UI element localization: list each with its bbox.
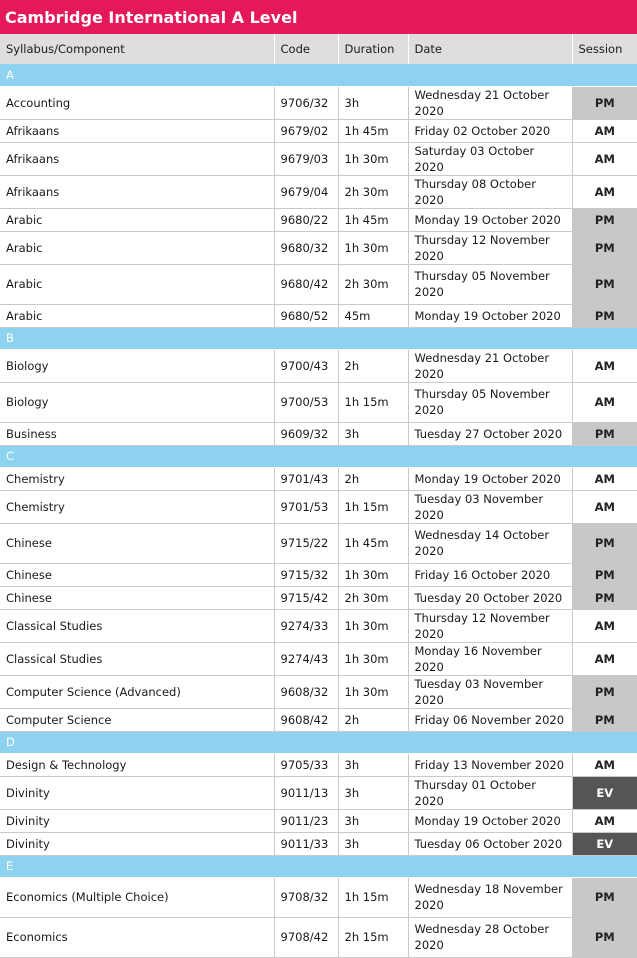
timetable [0,34,637,958]
date-cell: Wednesday 21 October 2020 [408,349,572,382]
code-cell: 9700/43 [274,349,338,382]
page-title: Cambridge International A Level [0,0,637,34]
code-cell: 9706/32 [274,86,338,119]
date-cell: Wednesday 14 October 2020 [408,523,572,563]
section-letter: A [0,64,637,86]
duration-cell: 1h 30m [338,563,408,586]
date-cell: Thursday 12 November 2020 [408,609,572,642]
date-cell: Monday 19 October 2020 [408,809,572,832]
session-cell: AM [572,142,637,175]
section-letter: B [0,327,637,349]
table-row [0,832,637,855]
table-row [0,142,637,175]
date-cell: Thursday 12 November 2020 [408,231,572,264]
date-cell: Thursday 08 October 2020 [408,175,572,208]
syllabus-cell: Divinity [0,832,274,855]
table-row [0,523,637,563]
code-cell: 9680/42 [274,264,338,304]
date-cell: Saturday 03 October 2020 [408,142,572,175]
header-duration: Duration [338,34,408,64]
session-cell: PM [572,708,637,731]
table-row [0,208,637,231]
date-cell: Thursday 05 November 2020 [408,264,572,304]
code-cell: 9680/22 [274,208,338,231]
duration-cell: 3h [338,753,408,776]
code-cell: 9715/22 [274,523,338,563]
code-cell: 9708/32 [274,877,338,917]
duration-cell: 1h 30m [338,142,408,175]
syllabus-cell: Arabic [0,264,274,304]
code-cell: 9679/03 [274,142,338,175]
code-cell: 9011/13 [274,776,338,809]
date-cell: Monday 19 October 2020 [408,304,572,327]
code-cell: 9708/42 [274,917,338,957]
table-row [0,86,637,119]
date-cell: Thursday 01 October 2020 [408,776,572,809]
table-row [0,642,637,675]
syllabus-cell: Biology [0,349,274,382]
duration-cell: 2h 30m [338,586,408,609]
duration-cell: 1h 30m [338,609,408,642]
table-row [0,264,637,304]
session-cell: AM [572,609,637,642]
duration-cell: 3h [338,422,408,445]
table-row [0,776,637,809]
syllabus-cell: Accounting [0,86,274,119]
table-row [0,304,637,327]
code-cell: 9679/02 [274,119,338,142]
code-cell: 9680/52 [274,304,338,327]
syllabus-cell: Arabic [0,304,274,327]
date-cell: Friday 02 October 2020 [408,119,572,142]
duration-cell: 3h [338,86,408,119]
duration-cell: 1h 15m [338,877,408,917]
session-cell: PM [572,877,637,917]
table-row [0,422,637,445]
syllabus-cell: Arabic [0,231,274,264]
header-syllabus: Syllabus/Component [0,34,274,64]
section-row [0,731,637,753]
date-cell: Wednesday 18 November 2020 [408,877,572,917]
syllabus-cell: Classical Studies [0,642,274,675]
table-row [0,675,637,708]
duration-cell: 2h 30m [338,264,408,304]
table-row [0,708,637,731]
table-row [0,809,637,832]
session-cell: PM [572,208,637,231]
table-row [0,490,637,523]
syllabus-cell: Chemistry [0,467,274,490]
duration-cell: 3h [338,809,408,832]
table-row [0,467,637,490]
session-cell: AM [572,467,637,490]
syllabus-cell: Chinese [0,586,274,609]
table-row [0,586,637,609]
code-cell: 9715/32 [274,563,338,586]
session-cell: AM [572,753,637,776]
duration-cell: 1h 45m [338,119,408,142]
date-cell: Tuesday 06 October 2020 [408,832,572,855]
table-row [0,231,637,264]
section-letter: E [0,855,637,877]
header-session: Session [572,34,637,64]
session-cell: PM [572,563,637,586]
session-cell: PM [572,231,637,264]
duration-cell: 1h 15m [338,382,408,422]
code-cell: 9679/04 [274,175,338,208]
duration-cell: 1h 30m [338,675,408,708]
code-cell: 9274/33 [274,609,338,642]
date-cell: Tuesday 20 October 2020 [408,586,572,609]
date-cell: Thursday 05 November 2020 [408,382,572,422]
table-row [0,877,637,917]
session-cell: AM [572,642,637,675]
syllabus-cell: Business [0,422,274,445]
syllabus-cell: Design & Technology [0,753,274,776]
syllabus-cell: Divinity [0,809,274,832]
syllabus-cell: Divinity [0,776,274,809]
duration-cell: 2h [338,467,408,490]
table-row [0,753,637,776]
syllabus-cell: Economics (Multiple Choice) [0,877,274,917]
session-cell: PM [572,86,637,119]
session-cell: AM [572,382,637,422]
section-row [0,855,637,877]
code-cell: 9011/33 [274,832,338,855]
session-cell: PM [572,917,637,957]
duration-cell: 2h [338,708,408,731]
duration-cell: 1h 15m [338,490,408,523]
syllabus-cell: Economics [0,917,274,957]
session-cell: AM [572,349,637,382]
code-cell: 9700/53 [274,382,338,422]
syllabus-cell: Chinese [0,563,274,586]
session-cell: AM [572,119,637,142]
date-cell: Wednesday 21 October 2020 [408,86,572,119]
date-cell: Monday 19 October 2020 [408,208,572,231]
header-row [0,34,637,64]
date-cell: Tuesday 03 November 2020 [408,675,572,708]
syllabus-cell: Chemistry [0,490,274,523]
code-cell: 9701/53 [274,490,338,523]
duration-cell: 1h 45m [338,208,408,231]
syllabus-cell: Afrikaans [0,142,274,175]
duration-cell: 1h 45m [338,523,408,563]
date-cell: Monday 19 October 2020 [408,467,572,490]
code-cell: 9274/43 [274,642,338,675]
syllabus-cell: Arabic [0,208,274,231]
code-cell: 9608/42 [274,708,338,731]
date-cell: Wednesday 28 October 2020 [408,917,572,957]
date-cell: Tuesday 27 October 2020 [408,422,572,445]
timetable-body [0,64,637,957]
session-cell: EV [572,776,637,809]
duration-cell: 2h [338,349,408,382]
table-row [0,917,637,957]
code-cell: 9701/43 [274,467,338,490]
session-cell: PM [572,304,637,327]
date-cell: Friday 16 October 2020 [408,563,572,586]
date-cell: Friday 13 November 2020 [408,753,572,776]
code-cell: 9011/23 [274,809,338,832]
code-cell: 9608/32 [274,675,338,708]
syllabus-cell: Chinese [0,523,274,563]
section-letter: C [0,445,637,467]
table-row [0,119,637,142]
table-row [0,382,637,422]
session-cell: EV [572,832,637,855]
duration-cell: 45m [338,304,408,327]
section-row [0,327,637,349]
date-cell: Tuesday 03 November 2020 [408,490,572,523]
syllabus-cell: Computer Science [0,708,274,731]
session-cell: AM [572,175,637,208]
header-date: Date [408,34,572,64]
section-row [0,445,637,467]
table-row [0,563,637,586]
session-cell: AM [572,809,637,832]
code-cell: 9715/42 [274,586,338,609]
syllabus-cell: Computer Science (Advanced) [0,675,274,708]
section-row [0,64,637,86]
session-cell: PM [572,586,637,609]
syllabus-cell: Classical Studies [0,609,274,642]
duration-cell: 2h 30m [338,175,408,208]
syllabus-cell: Afrikaans [0,175,274,208]
session-cell: PM [572,264,637,304]
duration-cell: 1h 30m [338,231,408,264]
duration-cell: 3h [338,776,408,809]
header-code: Code [274,34,338,64]
duration-cell: 2h 15m [338,917,408,957]
syllabus-cell: Biology [0,382,274,422]
date-cell: Friday 06 November 2020 [408,708,572,731]
session-cell: PM [572,523,637,563]
syllabus-cell: Afrikaans [0,119,274,142]
duration-cell: 3h [338,832,408,855]
table-row [0,175,637,208]
code-cell: 9680/32 [274,231,338,264]
code-cell: 9609/32 [274,422,338,445]
session-cell: PM [572,675,637,708]
session-cell: PM [572,422,637,445]
date-cell: Monday 16 November 2020 [408,642,572,675]
table-row [0,349,637,382]
session-cell: AM [572,490,637,523]
duration-cell: 1h 30m [338,642,408,675]
code-cell: 9705/33 [274,753,338,776]
section-letter: D [0,731,637,753]
table-row [0,609,637,642]
